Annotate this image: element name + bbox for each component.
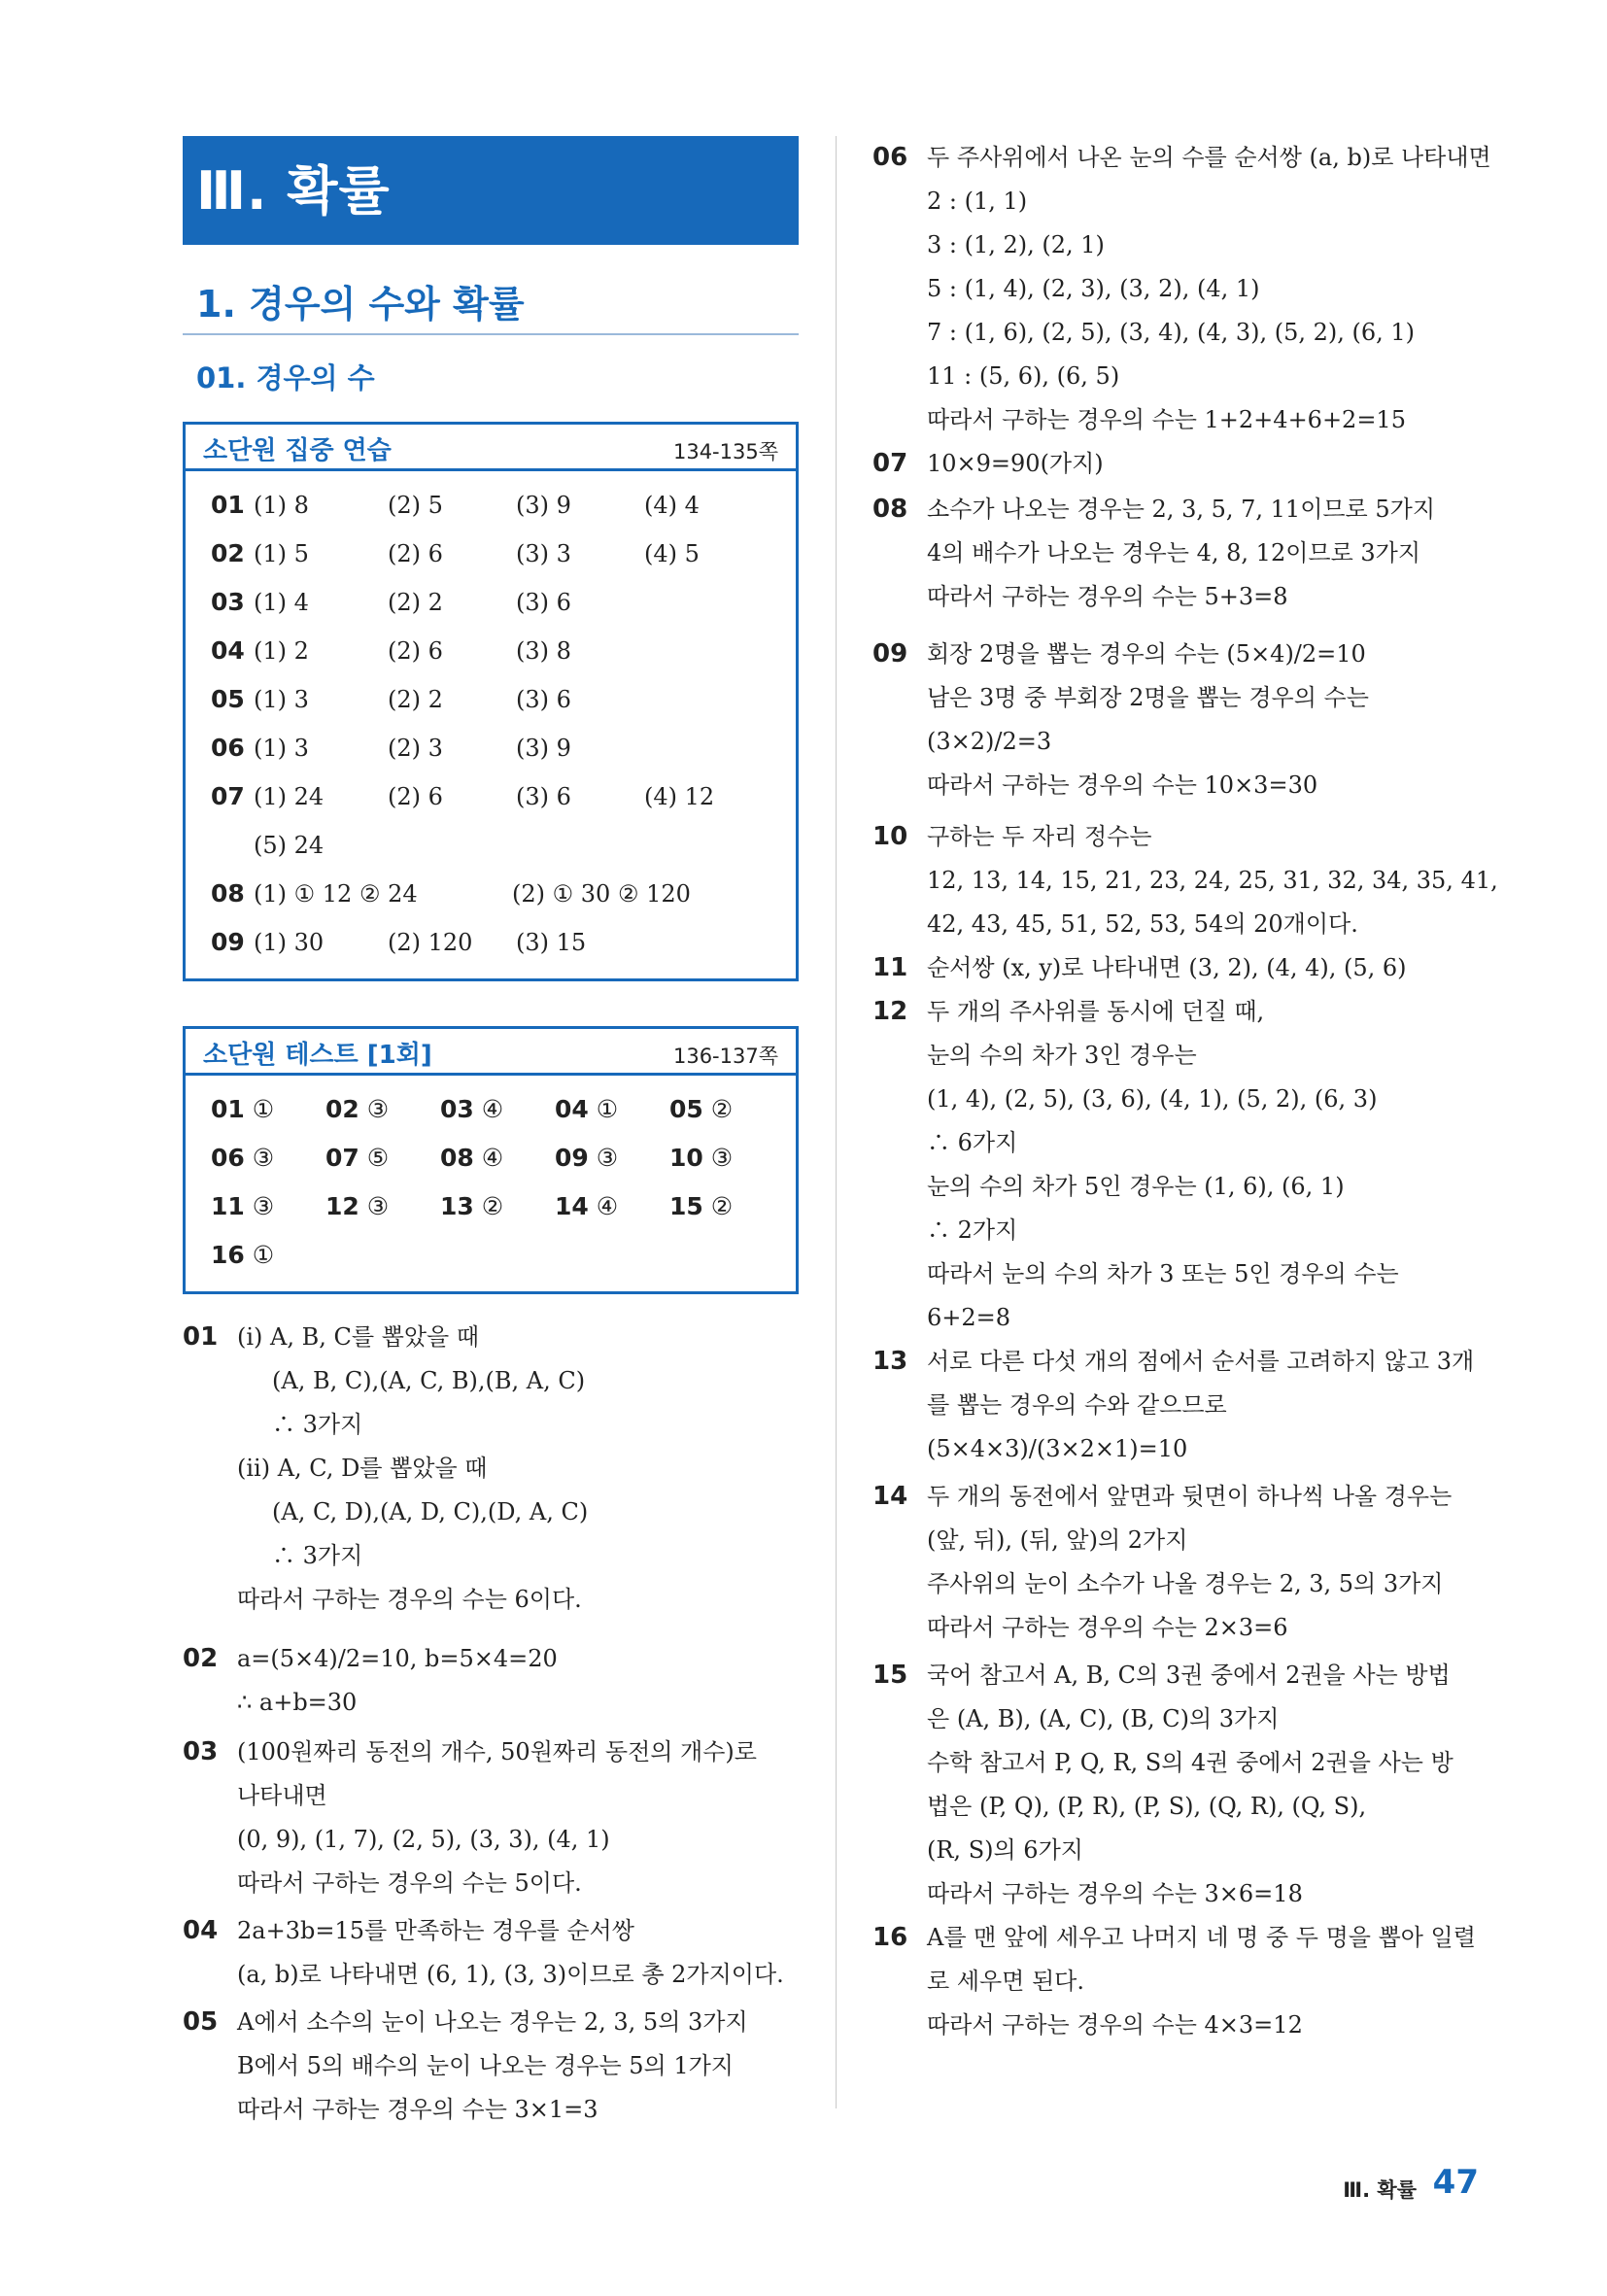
solution-line: 서로 다른 다섯 개의 점에서 순서를 고려하지 않고 3개 xyxy=(927,1348,1475,1375)
problem-number: 03 xyxy=(440,1095,474,1123)
test-answer xyxy=(211,1134,274,1182)
left-solutions xyxy=(183,1316,799,2132)
problem-number: 01 xyxy=(211,1095,245,1123)
solution-line: 따라서 눈의 수의 차가 3 또는 5인 경우의 수는 xyxy=(927,1260,1399,1287)
practice-answer-box xyxy=(183,422,799,981)
solution-line: 소수가 나오는 경우는 2, 3, 5, 7, 11이므로 5가지 xyxy=(927,496,1436,523)
solution-item xyxy=(183,1316,799,1622)
answer-row xyxy=(211,724,778,772)
problem-number: 06 xyxy=(211,1144,245,1172)
solution-line: B에서 5의 배수의 눈이 나오는 경우는 5의 1가지 xyxy=(237,2052,734,2079)
solution-line: 따라서 구하는 경우의 수는 4×3=12 xyxy=(927,2011,1303,2039)
problem-number: 06 xyxy=(211,734,245,762)
solution-line: 회장 2명을 뽑는 경우의 수는 (5×4)/2=10 xyxy=(927,640,1366,668)
answer-choice: ① xyxy=(252,1095,275,1123)
answer-row xyxy=(211,530,778,578)
solution-line: 42, 43, 45, 51, 52, 53, 54의 20개이다. xyxy=(927,910,1358,938)
answer-cell: (2) 6 xyxy=(388,783,443,810)
answer-cell: (1) ① 12 ② 24 xyxy=(254,880,418,908)
test-answer xyxy=(211,1231,274,1280)
problem-number: 10 xyxy=(669,1144,703,1172)
test-box-body xyxy=(186,1076,796,1291)
test-answer xyxy=(211,1182,274,1231)
problem-number: 12 xyxy=(325,1192,359,1220)
solution-line: 7 : (1, 6), (2, 5), (3, 4), (4, 3), (5, 2), (6, 1) xyxy=(927,319,1416,346)
solution-number: 02 xyxy=(183,1644,219,1673)
test-answer xyxy=(211,1085,274,1134)
answer-cell: (5) 24 xyxy=(254,832,325,859)
solution-line: 국어 참고서 A, B, C의 3권 중에서 2권을 사는 방법 xyxy=(927,1662,1451,1689)
solution-line: 따라서 구하는 경우의 수는 1+2+4+6+2=15 xyxy=(927,406,1406,433)
solution-number: 04 xyxy=(183,1916,219,1945)
answer-cell: (3) 6 xyxy=(516,686,571,713)
solution-line: (앞, 뒤), (뒤, 앞)의 2가지 xyxy=(927,1526,1188,1554)
problem-number: 07 xyxy=(325,1144,359,1172)
footer-chapter-label: Ⅲ. 확률 xyxy=(1343,2178,1417,2202)
solution-number: 16 xyxy=(872,1923,908,1952)
test-box-title: 소단원 테스트 [1회] xyxy=(203,1041,432,1070)
problem-number: 09 xyxy=(211,928,245,956)
section-title: 1. 경우의 수와 확률 xyxy=(183,274,799,335)
solution-line: 따라서 구하는 경우의 수는 3×6=18 xyxy=(927,1880,1303,1907)
answer-cell: (4) 5 xyxy=(644,540,700,567)
problem-number: 14 xyxy=(555,1192,589,1220)
solution-line: ∴ 6가지 xyxy=(927,1129,1018,1156)
solution-line: (100원짜리 동전의 개수, 50원짜리 동전의 개수)로 xyxy=(237,1738,757,1765)
solution-line: 2 : (1, 1) xyxy=(927,188,1028,215)
page-number: 47 xyxy=(1432,2163,1479,2202)
answer-row xyxy=(211,675,778,724)
answer-cell: (1) 3 xyxy=(254,735,309,762)
solution-number: 07 xyxy=(872,449,908,478)
solution-line: 11 : (5, 6), (6, 5) xyxy=(927,362,1120,390)
solution-line: 눈의 수의 차가 5인 경우는 (1, 6), (6, 1) xyxy=(927,1173,1345,1200)
answer-cell: (2) 6 xyxy=(388,540,443,567)
answer-choice: ③ xyxy=(252,1192,275,1220)
solution-number: 05 xyxy=(183,2007,219,2037)
test-answer xyxy=(440,1182,503,1231)
problem-number: 02 xyxy=(325,1095,359,1123)
solution-line: 10×9=90(가지) xyxy=(927,450,1104,477)
practice-box-header xyxy=(186,425,796,471)
solution-number: 08 xyxy=(872,495,908,524)
solution-line: (1, 4), (2, 5), (3, 6), (4, 1), (5, 2), (6, 3) xyxy=(927,1085,1378,1113)
answer-cell: (3) 6 xyxy=(516,589,571,616)
solution-line: 따라서 구하는 경우의 수는 10×3=30 xyxy=(927,771,1318,799)
solution-line: (R, S)의 6가지 xyxy=(927,1836,1083,1864)
solution-item xyxy=(183,1637,799,1725)
test-answer xyxy=(669,1182,733,1231)
subsection-title: 01. 경우의 수 xyxy=(196,361,375,394)
solution-item xyxy=(872,1654,1490,1916)
solution-line: 은 (A, B), (A, C), (B, C)의 3가지 xyxy=(927,1705,1280,1732)
answer-row xyxy=(211,1134,778,1182)
solution-number: 01 xyxy=(183,1322,219,1352)
problem-number: 08 xyxy=(211,879,245,908)
practice-box-body xyxy=(186,471,796,978)
chapter-title: Ⅲ. 확률 xyxy=(196,160,391,222)
solution-item xyxy=(872,633,1490,807)
answer-cell: (2) 2 xyxy=(388,589,443,616)
test-answer-box xyxy=(183,1026,799,1294)
answer-row xyxy=(211,627,778,675)
solution-line: 를 뽑는 경우의 수와 같으므로 xyxy=(927,1391,1227,1419)
right-column xyxy=(872,136,1498,2047)
answer-row xyxy=(211,578,778,627)
solution-line: ∴ a+b=30 xyxy=(237,1689,358,1716)
answer-choice: ② xyxy=(710,1095,734,1123)
left-column xyxy=(183,136,799,2132)
answer-cell: (3) 9 xyxy=(516,735,571,762)
solution-number: 14 xyxy=(872,1482,908,1511)
solution-line: 따라서 구하는 경우의 수는 3×1=3 xyxy=(237,2096,598,2123)
solution-number: 06 xyxy=(872,143,908,172)
answer-choice: ② xyxy=(710,1192,734,1220)
answer-cell: (3) 6 xyxy=(516,783,571,810)
answer-cell: (3) 3 xyxy=(516,540,571,567)
solution-line: 따라서 구하는 경우의 수는 5이다. xyxy=(237,1869,582,1897)
answer-cell: (1) 30 xyxy=(254,929,325,956)
problem-number: 03 xyxy=(211,588,245,616)
solution-line: A를 맨 앞에 세우고 나머지 네 명 중 두 명을 뽑아 일렬 xyxy=(927,1924,1476,1951)
problem-number: 15 xyxy=(669,1192,703,1220)
solution-line: 따라서 구하는 경우의 수는 5+3=8 xyxy=(927,583,1288,610)
solution-line: 5 : (1, 4), (2, 3), (3, 2), (4, 1) xyxy=(927,275,1260,302)
solution-number: 10 xyxy=(872,822,908,851)
answer-choice: ③ xyxy=(596,1144,619,1172)
problem-number: 13 xyxy=(440,1192,474,1220)
answer-cell: (3) 8 xyxy=(516,637,571,665)
answer-choice: ⑤ xyxy=(366,1144,390,1172)
answer-choice: ① xyxy=(252,1241,275,1269)
solution-line: 주사위의 눈이 소수가 나올 경우는 2, 3, 5의 3가지 xyxy=(927,1570,1444,1597)
solution-line: ∴ 2가지 xyxy=(927,1217,1018,1244)
solution-line: 법은 (P, Q), (P, R), (P, S), (Q, R), (Q, S), xyxy=(927,1793,1367,1820)
solution-item xyxy=(872,990,1490,1340)
answer-choice: ④ xyxy=(481,1144,504,1172)
answer-choice: ③ xyxy=(710,1144,734,1172)
solution-line: 두 주사위에서 나온 눈의 수를 순서쌍 (a, b)로 나타내면 xyxy=(927,144,1491,171)
answer-cell: (1) 4 xyxy=(254,589,309,616)
answer-cell: (2) ① 30 ② 120 xyxy=(512,880,691,908)
solution-line: a=(5×4)/2=10, b=5×4=20 xyxy=(237,1645,558,1672)
answer-cell: (2) 6 xyxy=(388,637,443,665)
answer-row xyxy=(211,870,778,918)
answer-cell: (1) 8 xyxy=(254,492,309,519)
answer-cell: (4) 12 xyxy=(644,783,715,810)
problem-number: 11 xyxy=(211,1192,245,1220)
solution-line: 나타내면 xyxy=(237,1782,327,1809)
answer-row xyxy=(211,1182,778,1231)
test-box-pages: 136-137쪽 xyxy=(672,1045,778,1068)
solution-line: 두 개의 주사위를 동시에 던질 때, xyxy=(927,998,1265,1025)
answer-cell: (2) 5 xyxy=(388,492,443,519)
solution-line: 두 개의 동전에서 앞면과 뒷면이 하나씩 나올 경우는 xyxy=(927,1483,1453,1510)
solution-line: ∴ 3가지 xyxy=(272,1542,363,1569)
solution-item xyxy=(872,1475,1490,1650)
answer-choice: ③ xyxy=(366,1095,390,1123)
test-answer xyxy=(325,1134,389,1182)
test-answer xyxy=(440,1134,503,1182)
solution-item xyxy=(183,2001,799,2132)
test-answer xyxy=(440,1085,503,1134)
problem-number: 01 xyxy=(211,491,245,519)
solution-line: (A, B, C),(A, C, B),(B, A, C) xyxy=(272,1367,586,1394)
test-answer xyxy=(325,1182,389,1231)
test-answer xyxy=(555,1182,618,1231)
test-answer xyxy=(669,1085,733,1134)
column-divider xyxy=(836,136,837,2108)
problem-number: 16 xyxy=(211,1241,245,1269)
answer-row xyxy=(211,481,778,530)
solution-number: 03 xyxy=(183,1737,219,1766)
solution-line: (a, b)로 나타내면 (6, 1), (3, 3)이므로 총 2가지이다. xyxy=(237,1961,784,1988)
practice-box-title: 소단원 집중 연습 xyxy=(203,436,392,465)
problem-number: 05 xyxy=(669,1095,703,1123)
solution-line: 따라서 구하는 경우의 수는 6이다. xyxy=(237,1586,582,1613)
solution-line: 따라서 구하는 경우의 수는 2×3=6 xyxy=(927,1614,1288,1641)
answer-cell: (1) 2 xyxy=(254,637,309,665)
answer-choice: ④ xyxy=(481,1095,504,1123)
solution-item xyxy=(872,946,1490,990)
answer-cell: (2) 3 xyxy=(388,735,443,762)
problem-number: 08 xyxy=(440,1144,474,1172)
test-answer xyxy=(555,1134,618,1182)
answer-cell: (2) 120 xyxy=(388,929,473,956)
answer-cell: (3) 15 xyxy=(516,929,587,956)
problem-number: 04 xyxy=(555,1095,589,1123)
answer-choice: ③ xyxy=(366,1192,390,1220)
solution-item xyxy=(872,815,1498,946)
problem-number: 09 xyxy=(555,1144,589,1172)
answer-cell: (3) 9 xyxy=(516,492,571,519)
answer-cell: (2) 2 xyxy=(388,686,443,713)
answer-cell: (1) 5 xyxy=(254,540,309,567)
answer-choice: ② xyxy=(481,1192,504,1220)
problem-number: 07 xyxy=(211,782,245,810)
answer-choice: ③ xyxy=(252,1144,275,1172)
solution-line: (5×4×3)/(3×2×1)=10 xyxy=(927,1435,1188,1462)
test-answer xyxy=(325,1085,389,1134)
solution-item xyxy=(872,442,1490,486)
answer-cell: (4) 4 xyxy=(644,492,700,519)
solution-line: (3×2)/2=3 xyxy=(927,728,1052,755)
answer-row xyxy=(211,918,778,967)
answer-cell: (1) 24 xyxy=(254,783,325,810)
problem-number: 02 xyxy=(211,539,245,567)
solution-line: 순서쌍 (x, y)로 나타내면 (3, 2), (4, 4), (5, 6) xyxy=(927,954,1407,981)
chapter-banner xyxy=(183,136,799,245)
answer-row xyxy=(211,821,778,870)
solution-line: (ⅰ) A, B, C를 뽑았을 때 xyxy=(237,1323,480,1351)
problem-number: 05 xyxy=(211,685,245,713)
solution-line: 눈의 수의 차가 3인 경우는 xyxy=(927,1042,1197,1069)
solution-number: 11 xyxy=(872,953,908,982)
solution-line: A에서 소수의 눈이 나오는 경우는 2, 3, 5의 3가지 xyxy=(237,2008,748,2036)
solution-item xyxy=(872,1340,1490,1471)
solution-line: 6+2=8 xyxy=(927,1304,1011,1331)
solution-line: 2a+3b=15를 만족하는 경우를 순서쌍 xyxy=(237,1917,634,1944)
answer-row xyxy=(211,772,778,821)
test-box-header xyxy=(186,1029,796,1076)
solution-number: 12 xyxy=(872,997,908,1026)
solution-item xyxy=(872,488,1490,619)
solution-number: 09 xyxy=(872,639,908,668)
solution-item xyxy=(872,136,1490,442)
solution-number: 15 xyxy=(872,1661,908,1690)
answer-choice: ① xyxy=(596,1095,619,1123)
solution-line: 로 세우면 된다. xyxy=(927,1968,1084,1995)
answer-cell: (1) 3 xyxy=(254,686,309,713)
answer-choice: ④ xyxy=(596,1192,619,1220)
test-answer xyxy=(555,1085,618,1134)
solution-item xyxy=(183,1909,799,1997)
solution-line: 12, 13, 14, 15, 21, 23, 24, 25, 31, 32, 34, 35, 41, xyxy=(927,867,1498,894)
solution-line: 구하는 두 자리 정수는 xyxy=(927,823,1152,850)
answer-row xyxy=(211,1085,778,1134)
solution-item xyxy=(872,1916,1490,2047)
solution-line: ∴ 3가지 xyxy=(272,1411,363,1438)
solution-line: 4의 배수가 나오는 경우는 4, 8, 12이므로 3가지 xyxy=(927,539,1421,566)
solution-line: 남은 3명 중 부회장 2명을 뽑는 경우의 수는 xyxy=(927,684,1369,711)
answer-row xyxy=(211,1231,778,1280)
solution-number: 13 xyxy=(872,1347,908,1376)
solution-item xyxy=(183,1731,799,1905)
solution-line: (A, C, D),(A, D, C),(D, A, C) xyxy=(272,1498,589,1525)
problem-number: 04 xyxy=(211,636,245,665)
solution-line: (0, 9), (1, 7), (2, 5), (3, 3), (4, 1) xyxy=(237,1826,610,1853)
solution-line: 3 : (1, 2), (2, 1) xyxy=(927,231,1105,258)
solution-line: (ⅱ) A, C, D를 뽑았을 때 xyxy=(237,1455,488,1482)
solution-line: 수학 참고서 P, Q, R, S의 4권 중에서 2권을 사는 방 xyxy=(927,1749,1453,1776)
practice-box-pages: 134-135쪽 xyxy=(672,440,778,463)
test-answer xyxy=(669,1134,733,1182)
